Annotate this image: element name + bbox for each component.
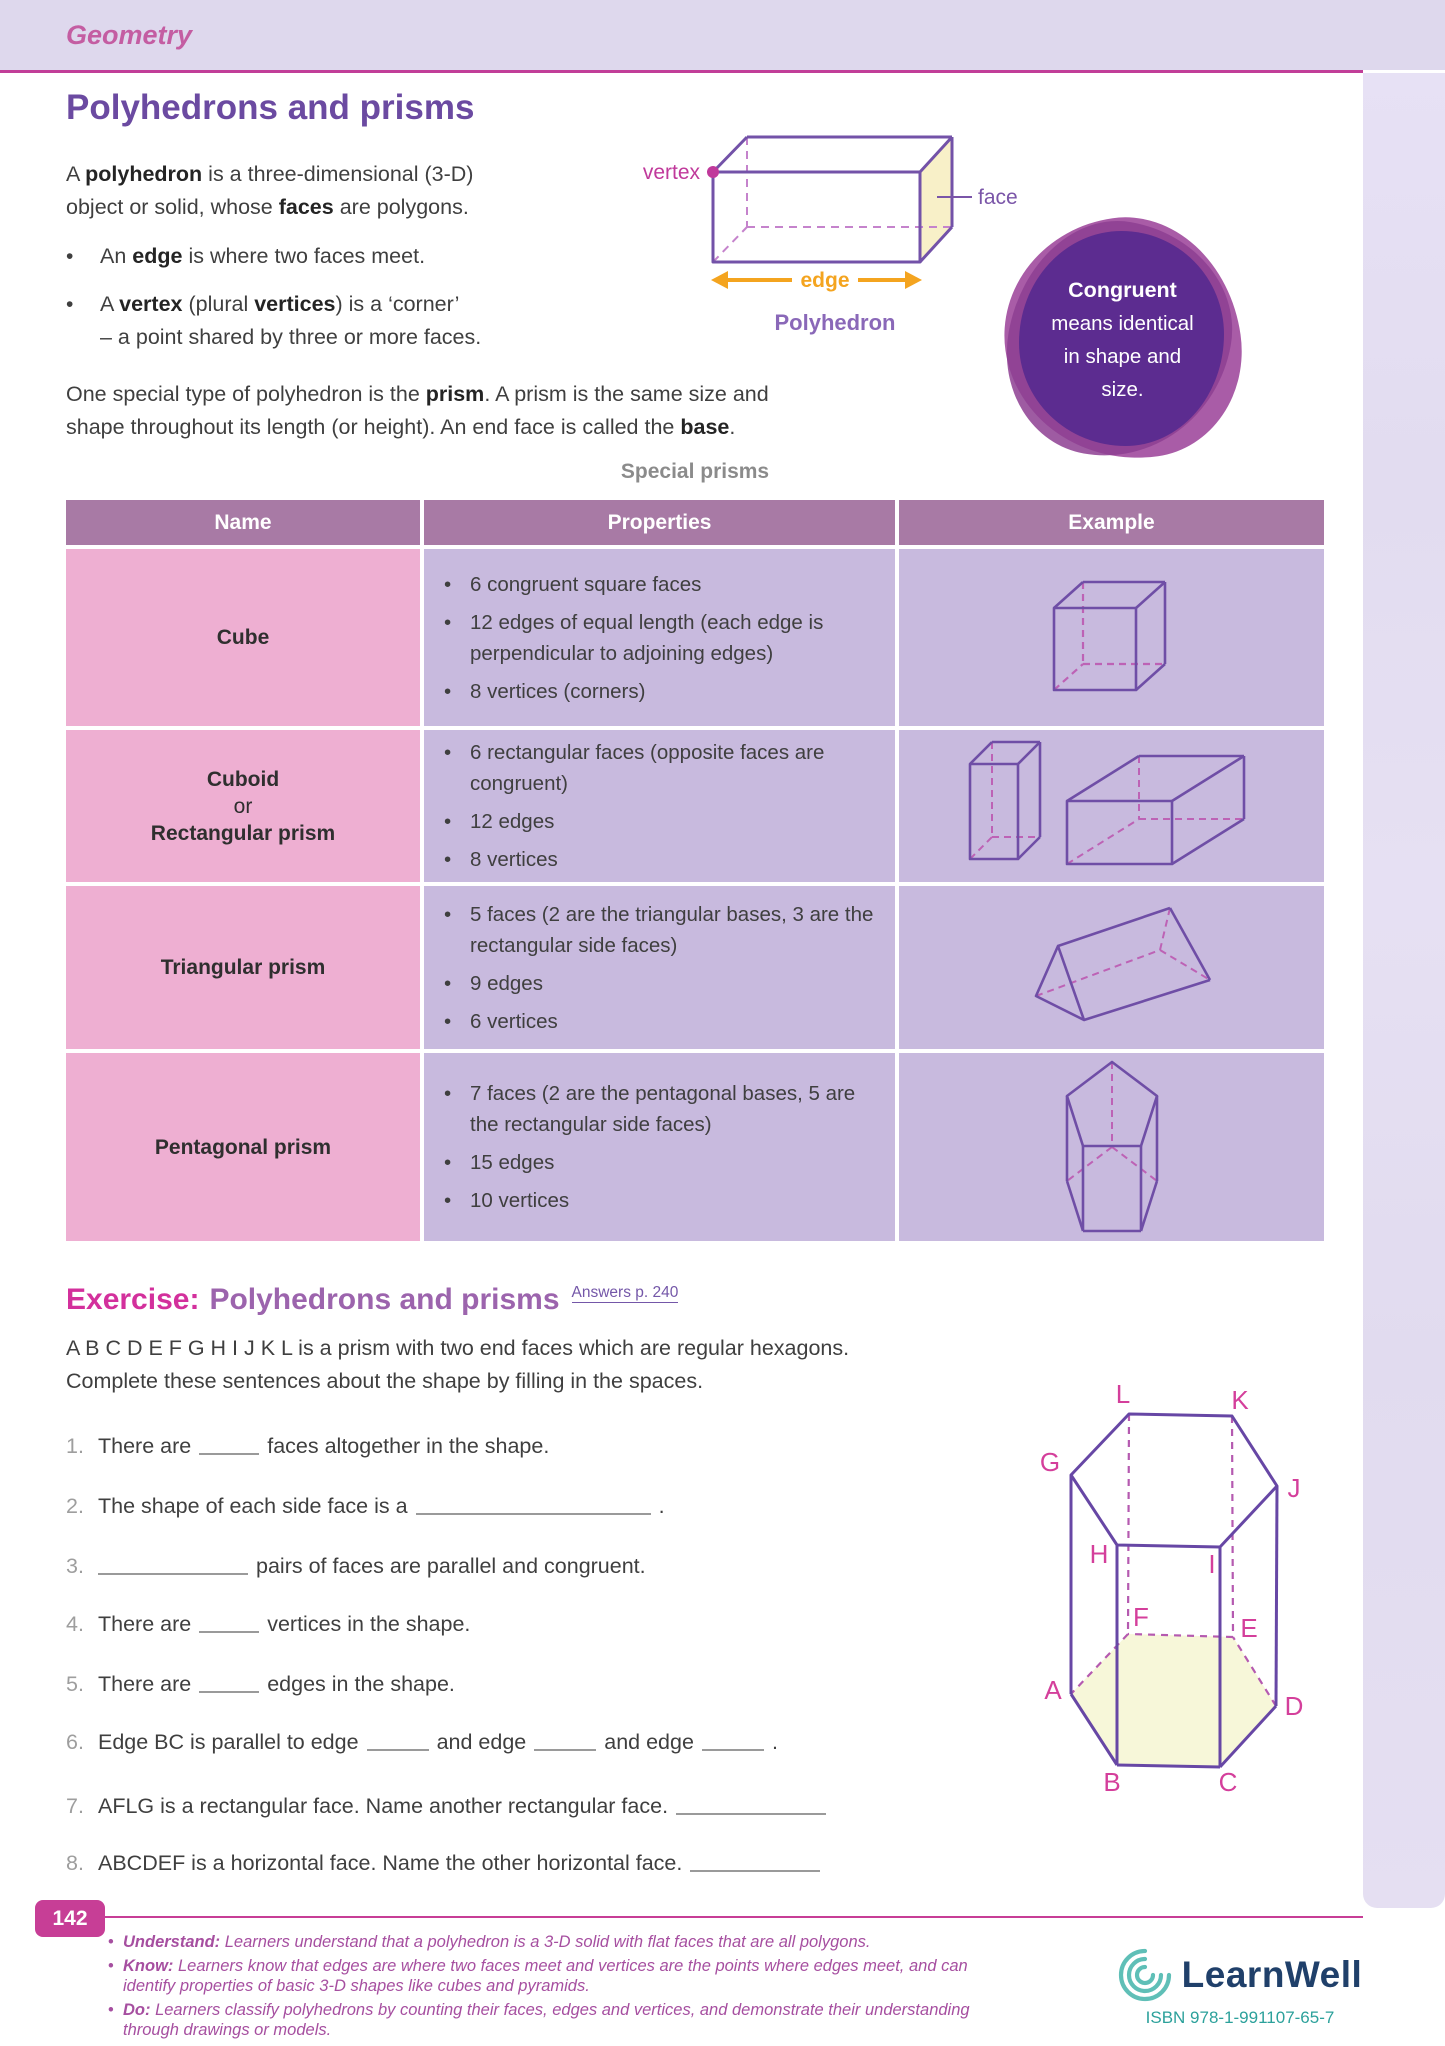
page-number-badge: 142 xyxy=(35,1900,105,1937)
vertex-label-d: D xyxy=(1284,1691,1304,1721)
question-number: 5. xyxy=(66,1672,84,1696)
properties-cell-cuboid xyxy=(424,730,895,882)
property-item: • 9 edges xyxy=(440,968,878,999)
question-8 xyxy=(66,1850,828,1876)
exercise-intro-line: A B C D E F G H I J K L is a prism with two end faces which are regular hexagons. xyxy=(66,1336,850,1360)
keyword-vertices: vertices xyxy=(254,292,336,316)
example-figure-cuboids xyxy=(962,739,1262,874)
logo-spiral-icon xyxy=(1118,1948,1172,2002)
question-text: . xyxy=(658,1494,665,1518)
answer-blank[interactable] xyxy=(199,1436,259,1455)
exercise-heading xyxy=(66,1283,678,1317)
column-header-name: Name xyxy=(66,500,420,545)
page-margin-strip xyxy=(1363,73,1445,1908)
question-text: There are xyxy=(98,1434,192,1458)
question-number: 3. xyxy=(66,1554,84,1578)
special-prisms-table xyxy=(66,500,1324,1241)
congruent-badge xyxy=(1005,218,1240,460)
question-number: 8. xyxy=(66,1851,84,1875)
example-cell-cube xyxy=(899,549,1324,726)
question-number: 1. xyxy=(66,1434,84,1458)
question-3 xyxy=(66,1553,646,1579)
name-cell-cuboid xyxy=(66,730,420,882)
bullet-text: – a point shared by three or more faces. xyxy=(100,325,482,349)
objective-label: Understand: xyxy=(123,1933,221,1951)
header-divider xyxy=(0,70,1363,73)
question-text: and edge xyxy=(604,1730,694,1754)
question-number: 6. xyxy=(66,1730,84,1754)
vertex-label-l: L xyxy=(1115,1385,1131,1409)
name-line: Cuboid xyxy=(206,767,280,791)
answer-blank[interactable] xyxy=(416,1496,651,1515)
badge-line: in shape and xyxy=(1063,345,1182,368)
footer-divider xyxy=(100,1916,1363,1918)
question-text: The shape of each side face is a xyxy=(98,1494,408,1518)
vertex-label-a: A xyxy=(1044,1675,1062,1705)
vertex-dot xyxy=(707,166,719,178)
keyword-polyhedron: polyhedron xyxy=(85,162,203,186)
face-label: face xyxy=(978,186,1018,209)
intro-text: A xyxy=(66,162,86,186)
answer-blank[interactable] xyxy=(367,1732,429,1751)
answer-blank[interactable] xyxy=(199,1614,259,1633)
properties-cell-pentagonal-prism xyxy=(424,1053,895,1241)
vertex-label-b: B xyxy=(1103,1767,1121,1797)
intro-text: object or solid, whose xyxy=(66,195,279,219)
question-number: 4. xyxy=(66,1612,84,1636)
keyword-faces: faces xyxy=(278,195,334,219)
section-label: Geometry xyxy=(66,20,193,50)
para-text: shape throughout its length (or height). An end face is called the xyxy=(66,415,681,439)
cuboid-edges xyxy=(713,137,952,262)
para-text: . xyxy=(729,415,736,439)
answer-blank[interactable] xyxy=(702,1732,764,1751)
badge-line: size. xyxy=(1101,378,1144,401)
property-item: • 6 vertices xyxy=(440,1006,878,1037)
question-6 xyxy=(66,1729,778,1755)
question-text: There are xyxy=(98,1672,192,1696)
name-line: or xyxy=(233,794,253,818)
bullet-text: ) is a ‘corner’ xyxy=(335,292,460,316)
vertex-label-f: F xyxy=(1133,1602,1149,1632)
name-line: Rectangular prism xyxy=(150,821,336,845)
vertex-label-i: I xyxy=(1208,1549,1216,1579)
vertex-label-j: J xyxy=(1287,1473,1301,1503)
vertex-label-c: C xyxy=(1218,1767,1238,1797)
answer-blank[interactable] xyxy=(98,1556,248,1575)
name-cell-pentagonal-prism: Pentagonal prism xyxy=(66,1053,420,1241)
page-title: Polyhedrons and prisms xyxy=(66,88,475,127)
intro-text: are polygons. xyxy=(333,195,469,219)
objective-item xyxy=(108,2000,1008,2041)
vertex-label-h: H xyxy=(1089,1539,1109,1569)
property-item: • 7 faces (2 are the pentagonal bases, 5 are the rectangular side faces) xyxy=(440,1078,878,1140)
question-text: edges in the shape. xyxy=(267,1672,455,1696)
column-header-properties: Properties xyxy=(424,500,895,545)
question-text: vertices in the shape. xyxy=(267,1612,471,1636)
property-item: • 15 edges xyxy=(440,1147,878,1178)
column-header-example: Example xyxy=(899,500,1324,545)
question-4 xyxy=(66,1611,470,1637)
diagram-caption: Polyhedron xyxy=(774,310,896,335)
example-cell-triangular-prism xyxy=(899,886,1324,1049)
property-item: • 5 faces (2 are the triangular bases, 3 are the rectangular side faces) xyxy=(440,899,878,961)
example-figure-cube xyxy=(1042,568,1182,708)
badge-line: Congruent xyxy=(1068,278,1177,302)
table-caption: Special prisms xyxy=(620,460,770,483)
vertex-label-k: K xyxy=(1231,1385,1249,1415)
exercise-intro-line: Complete these sentences about the shape by filling in the spaces. xyxy=(66,1369,704,1393)
bullet-dot: • xyxy=(66,245,74,268)
isbn-text: ISBN 978-1-991107-65-7 xyxy=(1145,2008,1335,2027)
header-bar xyxy=(0,0,1445,70)
keyword-edge: edge xyxy=(132,244,183,268)
question-text: . xyxy=(771,1730,778,1754)
question-5 xyxy=(66,1671,455,1697)
brand-name: LearnWell xyxy=(1181,1954,1363,1995)
intro-text: is a three-dimensional (3-D) xyxy=(202,162,474,186)
vertex-label: vertex xyxy=(642,161,700,184)
question-text: and edge xyxy=(436,1730,527,1754)
objective-text: Learners know that edges are where two faces meet and vertices are the points where edges meet, and can identify properties of basic 3-D shapes like cubes and pyramids. xyxy=(123,1956,968,1995)
exercise-label: Exercise: xyxy=(66,1283,200,1316)
property-item: • 12 edges of equal length (each edge is perpendicular to adjoining edges) xyxy=(440,607,878,669)
property-item: • 6 congruent square faces xyxy=(440,569,878,600)
property-item: • 12 edges xyxy=(440,806,878,837)
hexagonal-prism-diagram xyxy=(1020,1385,1320,1805)
objective-label: Know: xyxy=(123,1956,174,1975)
learning-objectives xyxy=(108,1932,1008,2044)
question-number: 7. xyxy=(66,1794,84,1818)
question-1 xyxy=(66,1433,549,1459)
objective-item xyxy=(108,1956,1008,1997)
question-2 xyxy=(66,1493,665,1519)
keyword-vertex: vertex xyxy=(119,292,183,316)
hidden-edges xyxy=(713,137,952,262)
bullet-dot: • xyxy=(66,293,74,316)
question-text: Edge BC is parallel to edge xyxy=(98,1730,359,1754)
bullet-text: A xyxy=(100,292,120,316)
example-cell-cuboid xyxy=(899,730,1324,882)
question-text: pairs of faces are parallel and congruent. xyxy=(256,1554,646,1578)
prism-paragraph xyxy=(66,378,1026,444)
bullet-text: (plural xyxy=(182,292,255,316)
bullet-text: An xyxy=(100,244,133,268)
base-face xyxy=(1071,1634,1276,1767)
question-text: ABCDEF is a horizontal face. Name the other horizontal face. xyxy=(98,1851,683,1875)
keyword-prism: prism xyxy=(425,382,485,406)
property-item: • 8 vertices (corners) xyxy=(440,676,878,707)
objective-text: Learners understand that a polyhedron is a 3-D solid with flat faces that are all polygons. xyxy=(220,1933,871,1951)
intro-paragraph xyxy=(66,158,586,224)
objective-text: Learners classify polyhedrons by counting their faces, edges and vertices, and demonstrate their understanding through drawings or models. xyxy=(123,2000,970,2039)
bullet-item-vertex xyxy=(66,288,481,354)
name-cell-cube: Cube xyxy=(66,549,420,726)
keyword-base: base xyxy=(680,415,730,439)
exercise-title: Polyhedrons and prisms xyxy=(209,1283,560,1316)
example-figure-pentagonal-prism xyxy=(1027,1055,1197,1239)
bullet-text: is where two faces meet. xyxy=(182,244,426,268)
question-text: AFLG is a rectangular face. Name another rectangular face. xyxy=(98,1794,669,1818)
exercise-intro xyxy=(66,1332,966,1398)
answer-blank[interactable] xyxy=(199,1674,259,1693)
para-text: . A prism is the same size and xyxy=(484,382,769,406)
edge-label: edge xyxy=(800,269,850,292)
answer-blank[interactable] xyxy=(690,1853,820,1872)
property-item: • 8 vertices xyxy=(440,844,878,875)
property-item: • 10 vertices xyxy=(440,1185,878,1216)
badge-line: means identical xyxy=(1051,312,1194,335)
properties-cell-cube xyxy=(424,549,895,726)
objective-label: Do: xyxy=(123,2000,151,2019)
answer-blank[interactable] xyxy=(676,1796,826,1815)
answer-blank[interactable] xyxy=(534,1732,596,1751)
example-figure-triangular-prism xyxy=(1002,903,1222,1033)
question-number: 2. xyxy=(66,1494,84,1518)
bullet-item-edge xyxy=(66,240,425,273)
vertex-label-e: E xyxy=(1240,1613,1258,1643)
properties-cell-triangular-prism xyxy=(424,886,895,1049)
property-item: • 6 rectangular faces (opposite faces are congruent) xyxy=(440,737,878,799)
para-text: One special type of polyhedron is the xyxy=(66,382,426,406)
question-text: There are xyxy=(98,1612,192,1636)
question-text: faces altogether in the shape. xyxy=(267,1434,550,1458)
vertex-label-g: G xyxy=(1039,1447,1061,1477)
name-cell-triangular-prism: Triangular prism xyxy=(66,886,420,1049)
polyhedron-diagram xyxy=(540,118,1040,348)
learnwell-logo xyxy=(1125,1948,1363,2028)
objective-item xyxy=(108,1932,1008,1953)
example-cell-pentagonal-prism xyxy=(899,1053,1324,1241)
answers-link[interactable]: Answers p. 240 xyxy=(571,1284,679,1301)
badge-text xyxy=(1005,218,1240,460)
question-7 xyxy=(66,1793,834,1819)
